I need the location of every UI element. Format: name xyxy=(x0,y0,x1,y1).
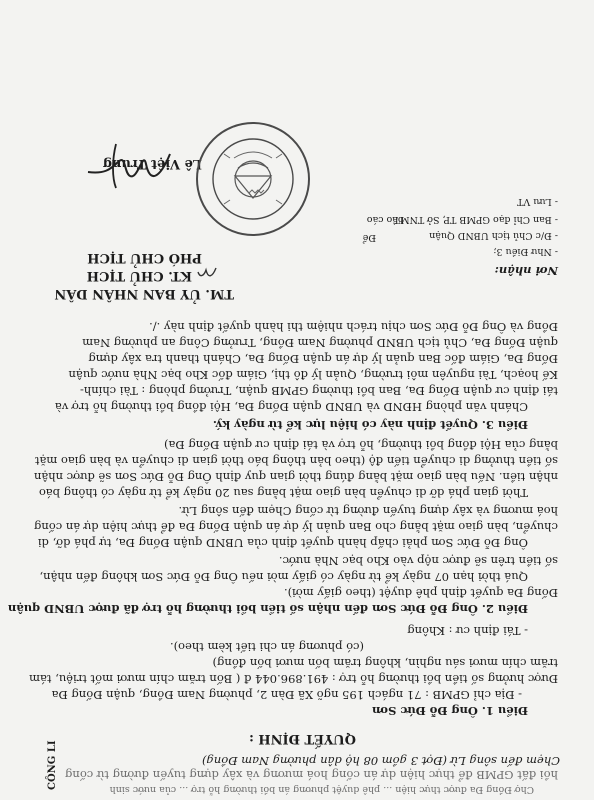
recipients-heading: Nơi nhận: xyxy=(494,264,558,278)
article1-heading: Điều 1. Ông Đỗ Đức Sơn xyxy=(371,704,528,718)
article3-line-4: Kế hoạch, Tài nguyên môi trường, Quản lý đô thị, Giám đốc Kho bạc Nhà nước quận xyxy=(68,368,558,382)
article2-line-10: số tiền thưởng di chuyển tiến độ (theo bản thông báo thời gian di chuyển và bàn giao mặt xyxy=(34,454,558,468)
article1-address: - Địa chỉ GPMB : 71 ngách 195 ngõ Xã Đàn 2, phường Nam Đồng, quận Đống Đa xyxy=(51,688,522,702)
article2-line-9: nhận tiền. Nếu bàn giao mặt bằng đúng thời gian quy định Ông Đỗ Đức Sơn sẽ được nhận xyxy=(33,470,558,484)
signature-line-3: PHÓ CHỦ TỊCH xyxy=(87,250,202,265)
article2-text: Điều 2. Ông Đỗ Đức Sơn đến nhận số tiền bồi thường hỗ trợ đã được UBND quận xyxy=(7,602,528,616)
article2-line-11: bằng của Hội đồng bồi thường, hỗ trợ và tái định cư quận Đống Đa) xyxy=(164,438,558,452)
recipient-2: - Đ/c Chủ tịch UBND Quận xyxy=(429,230,558,241)
article2-line-7: hoá mương và xây dựng tuyến đường từ cống Chẹm đến sông Lừ. xyxy=(178,504,558,518)
recipient-side-note-1: Để xyxy=(362,232,376,243)
handwritten-signature-icon xyxy=(84,138,174,194)
article2-line-4: số tiền trên sẽ được nộp vào Kho bạc Nhà nước. xyxy=(278,554,558,568)
article3-line-2: Chánh văn phòng HĐND và UBND quận Đống Đa, Hội đồng bồi thường hỗ trợ và xyxy=(54,400,528,414)
article3-line-7: Đồng và Ông Đỗ Đức Sơn chịu trách nhiệm thi hành quyết định này ./. xyxy=(149,320,558,334)
article1-resettlement: - Tái định cư : Không xyxy=(407,624,528,638)
signer-name: Lê Việt Trung xyxy=(102,156,202,171)
article3-heading: Điều 3. Quyết định này có hiệu lực kể từ ngày ký. xyxy=(212,418,528,432)
article2-line-3: Quá thời hạn 07 ngày kể từ ngày có giấy mời nếu Ông Đỗ Đức Sơn không đến nhận, xyxy=(39,570,528,584)
official-seal-icon xyxy=(194,120,312,238)
article2-line-1 xyxy=(8,602,528,616)
initials-mark-icon xyxy=(196,264,218,280)
article1-amount-words: trăm chín mươi sáu nghìn, không trăm bốn mươi bốn đồng) xyxy=(212,656,558,670)
article2-line-6: chuyển, bàn giao mặt bằng cho Ban quản lý dự án quận Đống Đa để thực hiện dự án cống xyxy=(33,520,558,534)
edge-text-fragment: CÔNG LI xyxy=(47,740,58,790)
article1-amount: Được hưởng số tiền bồi thường hỗ trợ : 491.896.044 đ ( Bốn trăm chín mươi mốt triệu, tám xyxy=(29,672,558,686)
signature-line-2: KT. CHỦ TỊCH xyxy=(86,268,192,283)
recipient-side-note-2: báo cáo xyxy=(366,214,404,225)
signature-line-1: TM. ỦY BAN NHÂN DÂN xyxy=(54,286,234,301)
article1-note: (có phương án chi tiết kèm theo). xyxy=(169,640,364,654)
article3-line-3: tái định cư quận Đống Đa, Ban bồi thường GPMB quận, Trưởng phòng : Tài chính- xyxy=(79,384,558,398)
decision-title: QUYẾT ĐỊNH : xyxy=(249,731,356,746)
recipient-3: - Ban Chỉ đạo GPMB TP, Sở TNMT xyxy=(393,214,558,225)
article2-line-8: Thời gian phá dỡ di chuyển bàn giao mặt bằng sau 20 ngày kể từ ngày có thông báo xyxy=(38,486,528,500)
article2-line-5: Ông Đỗ Đức Sơn phải chấp hành quyết định của UBND quận Đống Đa, tự phá dỡ, di xyxy=(37,536,528,550)
article2-line-2: Đống Đa quyết định phê duyệt (theo giấy mời). xyxy=(283,586,558,600)
article3-line-5: Đống Đa, Giám đốc Ban quản lý dự án quận Đống Đa, Chánh thanh tra xây dựng xyxy=(88,352,558,366)
recipient-4: - Lưu VT xyxy=(517,196,558,207)
header-line-1: Chợ Đồng Đa được thực hiện ... phê duyệt phương án bồi thường hỗ trợ ... của nước sinh xyxy=(109,784,534,795)
article3-line-6: quận Đống Đa, Chủ tịch UBND phường Nam Đồng, Trưởng Công an phường Nam xyxy=(82,336,558,350)
recipient-1: - Như Điều 3; xyxy=(493,246,558,257)
header-line-2: hồi đất GPMB để thực hiện dự án cống hoá mương và xây dựng tuyến đường từ cống xyxy=(65,768,558,782)
header-line-3: Chẹm đến sông Lừ (Đợt 3 gồm 08 hộ dân phường Nam Đồng) xyxy=(201,754,560,768)
